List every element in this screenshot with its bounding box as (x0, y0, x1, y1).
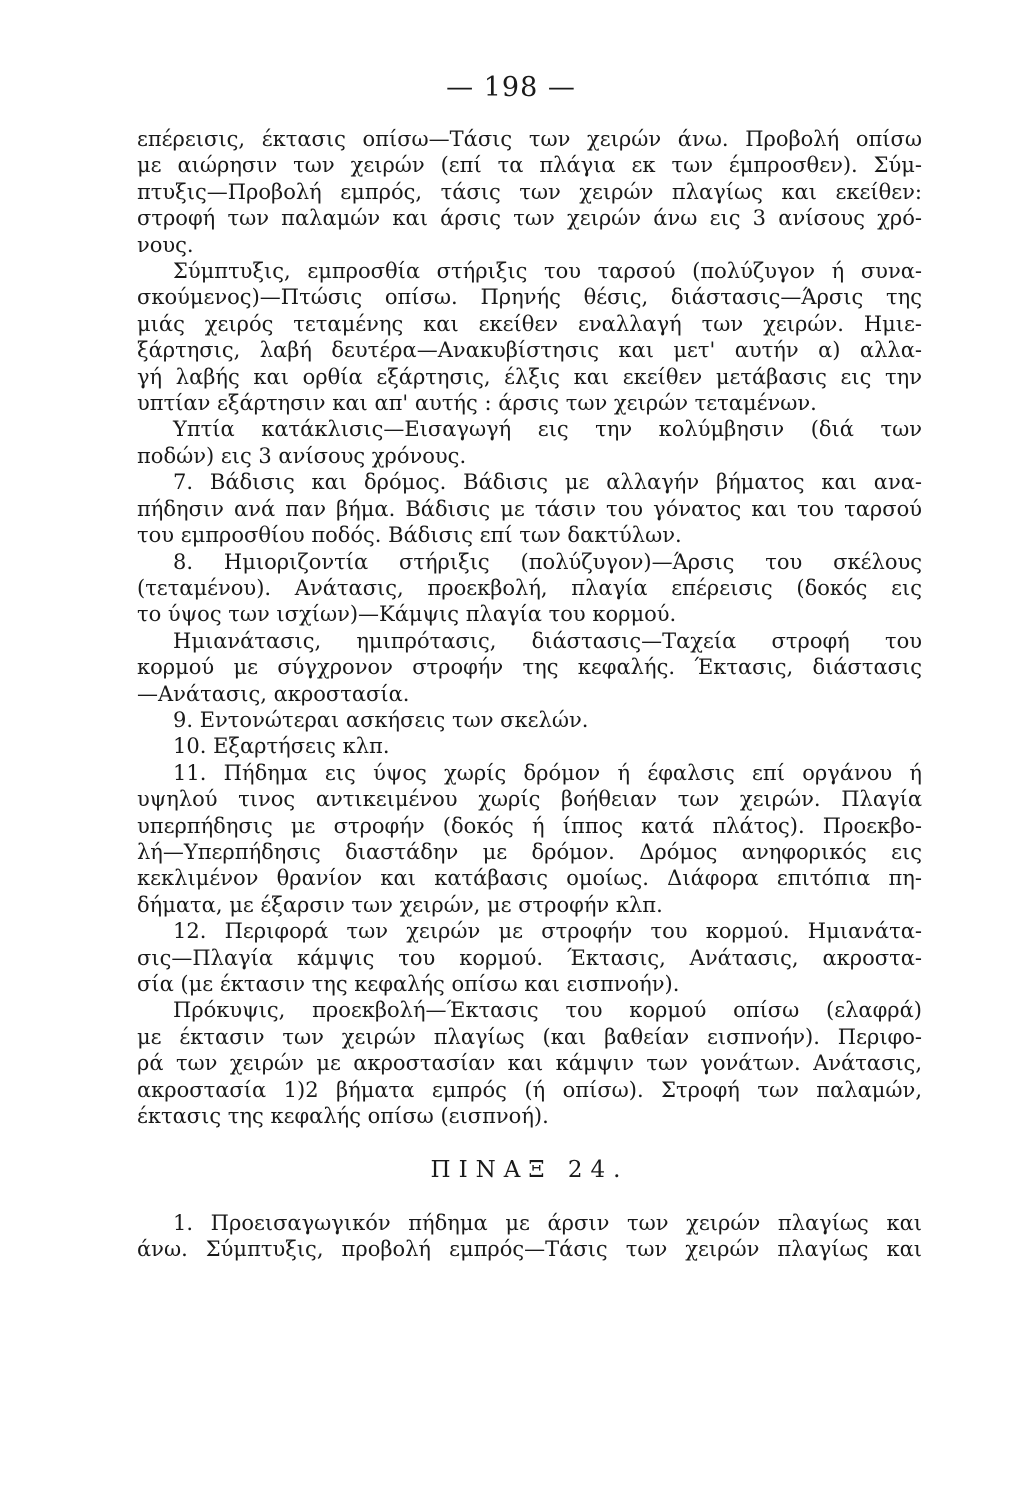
text-line: υπτίαν εξάρτησιν και απ' αυτής : άρσις των χειρών τεταμένων. (137, 391, 817, 416)
paragraph (137, 1210, 922, 1263)
text-line: έκτασις της κεφαλής οπίσω (εισπνοή). (137, 1104, 549, 1129)
text-line: άνω. Σύμπτυξις, προβολή εμπρός—Τάσις των χειρών πλαγίως και (137, 1237, 922, 1262)
paragraph (137, 416, 922, 469)
text-line: 1. Προεισαγωγικόν πήδημα με άρσιν των χειρών πλαγίως και (173, 1210, 922, 1235)
text-line: 8. Ημιοριζοντία στήριξις (πολύζυγον)—Άρσις του σκέλους (173, 549, 922, 574)
text-line: του εμπροσθίου ποδός. Βάδισις επί των δακτύλων. (137, 523, 682, 548)
text-line: σις—Πλαγία κάμψις του κορμού. Έκτασις, Ανάτασις, ακροστα- (137, 945, 922, 970)
text-line: ακροστασία 1)2 βήματα εμπρός (ή οπίσω). Στροφή των παλαμών, (137, 1077, 922, 1102)
text-line: στροφή των παλαμών και άρσις των χειρών άνω εις 3 ανίσους χρό- (137, 206, 922, 231)
paragraph (137, 126, 922, 258)
text-line: κεκλιμένον θρανίον και κατάβασις ομοίως. Διάφορα επιτόπια πη- (137, 866, 922, 891)
text-line: κορμού με σύγχρονον στροφήν της κεφαλής. Έκτασις, διάστασις (137, 655, 922, 680)
text-line: μιάς χειρός τεταμένης και εκείθεν εναλλαγή των χειρών. Ημιε- (137, 311, 922, 336)
text-line: —Ανάτασις, ακροστασία. (137, 681, 410, 706)
paragraph (137, 258, 922, 416)
text-line: γή λαβής και ορθία εξάρτησις, έλξις και εκείθεν μετάβασις εις την (137, 364, 922, 389)
text-line: 10. Εξαρτήσεις κλπ. (173, 734, 390, 759)
text-line: υψηλού τινος αντικειμένου χωρίς βοήθειαν των χειρών. Πλαγία (137, 787, 922, 812)
text-line: Ημιανάτασις, ημιπρότασις, διάστασις—Ταχεία στροφή του (173, 628, 922, 653)
text-line: επέρεισις, έκτασις οπίσω—Τάσις των χειρών άνω. Προβολή οπίσω (137, 127, 922, 151)
section-heading: ΠΙΝΑΞ 24. (430, 1157, 629, 1184)
text-line: με αιώρησιν των χειρών (επί τα πλάγια εκ των έμπροσθεν). Σύμ- (137, 153, 922, 178)
text-line: με έκτασιν των χειρών πλαγίως (και βαθείαν εισπνοήν). Περιφο- (137, 1024, 922, 1049)
page-number: — 198 — (446, 72, 576, 103)
text-line: υπερπήδησις με στροφήν (δοκός ή ίππος κατά πλάτος). Προεκβο- (137, 813, 922, 838)
text-line: δήματα, με έξαρσιν των χειρών, με στροφήν κλπ. (137, 892, 663, 917)
text-line: πτυξις—Προβολή εμπρός, τάσις των χειρών πλαγίως και εκείθεν: (137, 179, 922, 204)
text-line: ξάρτησις, λαβή δευτέρα—Ανακυβίστησις και μετ' αυτήν α) αλλα- (137, 338, 922, 363)
text-line: σία (με έκτασιν της κεφαλής οπίσω και εισπνοήν). (137, 972, 680, 996)
text-line: ρά των χειρών με ακροστασίαν και κάμψιν των γονάτων. Ανάτασις, (137, 1051, 922, 1076)
text-line: το ύψος των ισχίων)—Κάμψις πλαγία του κορμού. (137, 602, 677, 627)
paragraph (137, 760, 922, 918)
text-line: λή—Υπερπήδησις διαστάδην με δρόμον. Δρόμος ανηφορικός εις (137, 839, 922, 864)
text-line: νους. (137, 232, 194, 257)
paragraph (137, 733, 922, 759)
paragraph (137, 997, 922, 1129)
text-line: ποδών) εις 3 ανίσους χρόνους. (137, 443, 467, 468)
text-line: Σύμπτυξις, εμπροσθία στήριξις του ταρσού (πολύζυγον ή συνα- (173, 259, 922, 284)
paragraph (137, 469, 922, 548)
paragraph (137, 549, 922, 628)
paragraph (137, 707, 922, 733)
text-line: 12. Περιφορά των χειρών με στροφήν του κορμού. Ημιανάτα- (173, 919, 922, 944)
text-line: 7. Βάδισις και δρόμος. Βάδισις με αλλαγήν βήματος και ανα- (173, 470, 922, 495)
text-line: 9. Εντονώτεραι ασκήσεις των σκελών. (173, 707, 589, 732)
paragraph (137, 918, 922, 997)
text-line: σκούμενος)—Πτώσις οπίσω. Πρηνής θέσις, διάστασις—Άρσις της (137, 285, 922, 310)
paragraph (137, 628, 922, 707)
text-line: (τεταμένου). Ανάτασις, προεκβολή, πλαγία επέρεισις (δοκός εις (137, 575, 922, 600)
text-line: Πρόκυψις, προεκβολή—Έκτασις του κορμού οπίσω (ελαφρά) (173, 998, 922, 1023)
text-line: Υπτία κατάκλισις—Εισαγωγή εις την κολύμβησιν (διά των (173, 417, 922, 442)
text-line: 11. Πήδημα εις ύψος χωρίς δρόμον ή έφαλσις επί οργάνου ή (173, 760, 922, 785)
text-line: πήδησιν ανά παν βήμα. Βάδισις με τάσιν του γόνατος και του ταρσού (137, 496, 922, 521)
body-text (137, 126, 922, 1263)
